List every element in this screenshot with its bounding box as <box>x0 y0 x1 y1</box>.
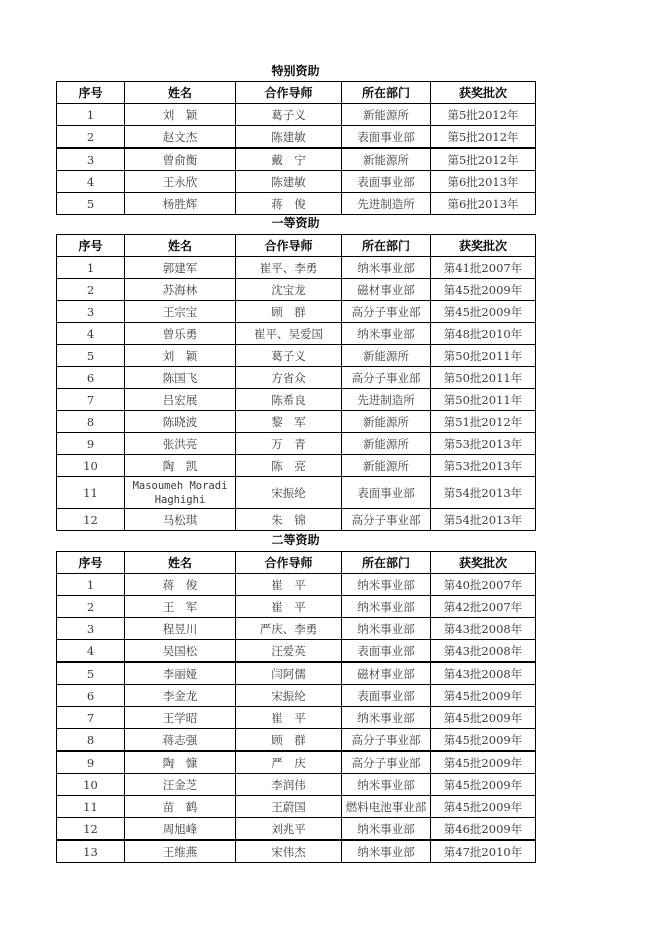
cell-advisor: 蒋 俊 <box>236 193 342 215</box>
table-row <box>57 662 536 685</box>
cell-name: 陶 凯 <box>125 455 236 477</box>
cell-index: 11 <box>57 796 125 818</box>
cell-department: 纳米事业部 <box>342 596 431 618</box>
table-row <box>57 323 536 345</box>
cell-index: 4 <box>57 171 125 193</box>
cell-batch: 第54批2013年 <box>431 509 536 531</box>
cell-department: 纳米事业部 <box>342 818 431 841</box>
cell-index: 3 <box>57 301 125 323</box>
cell-batch: 第45批2009年 <box>431 751 536 774</box>
header-advisor: 合作导师 <box>236 235 342 257</box>
cell-name: 郭建军 <box>125 257 236 279</box>
header-advisor: 合作导师 <box>236 82 342 104</box>
table-row <box>57 193 536 215</box>
cell-department: 纳米事业部 <box>342 618 431 640</box>
cell-batch: 第45批2009年 <box>431 301 536 323</box>
cell-advisor: 崔 平 <box>236 707 342 729</box>
cell-name: 王永欣 <box>125 171 236 193</box>
cell-batch: 第46批2009年 <box>431 818 536 841</box>
cell-index: 5 <box>57 662 125 685</box>
table-header-row <box>57 82 536 104</box>
header-advisor: 合作导师 <box>236 552 342 574</box>
cell-name: 周旭峰 <box>125 818 236 841</box>
cell-index: 3 <box>57 148 125 171</box>
cell-index: 1 <box>57 104 125 126</box>
cell-batch: 第43批2008年 <box>431 640 536 663</box>
header-batch: 获奖批次 <box>431 82 536 104</box>
cell-department: 新能源所 <box>342 455 431 477</box>
cell-index: 8 <box>57 411 125 433</box>
cell-advisor: 宋振纶 <box>236 477 342 509</box>
table-row <box>57 367 536 389</box>
header-name: 姓名 <box>125 235 236 257</box>
cell-department: 表面事业部 <box>342 126 431 149</box>
cell-advisor: 方省众 <box>236 367 342 389</box>
cell-index: 4 <box>57 640 125 663</box>
cell-advisor: 崔 平 <box>236 596 342 618</box>
cell-name: 马松琪 <box>125 509 236 531</box>
section-title-second-class: 二等资助 <box>271 533 320 547</box>
cell-batch: 第51批2012年 <box>431 411 536 433</box>
cell-batch: 第45批2009年 <box>431 729 536 752</box>
cell-index: 10 <box>57 455 125 477</box>
table-row <box>57 148 536 171</box>
cell-batch: 第50批2011年 <box>431 367 536 389</box>
cell-name: 杨胜辉 <box>125 193 236 215</box>
cell-batch: 第43批2008年 <box>431 662 536 685</box>
section-title-first-class: 一等资助 <box>271 216 320 230</box>
cell-name: 王维燕 <box>125 840 236 863</box>
table-header-row <box>57 235 536 257</box>
cell-name: 苗 鹤 <box>125 796 236 818</box>
table-row <box>57 618 536 640</box>
cell-name: 李丽娅 <box>125 662 236 685</box>
table-row <box>57 796 536 818</box>
cell-advisor: 顾 群 <box>236 301 342 323</box>
cell-index: 10 <box>57 774 125 796</box>
header-department: 所在部门 <box>342 235 431 257</box>
table-row <box>57 596 536 618</box>
header-department: 所在部门 <box>342 552 431 574</box>
cell-name: 吴国松 <box>125 640 236 663</box>
cell-department: 表面事业部 <box>342 640 431 663</box>
cell-department: 新能源所 <box>342 148 431 171</box>
cell-index: 5 <box>57 345 125 367</box>
cell-name: 蒋志强 <box>125 729 236 752</box>
table-row <box>57 126 536 149</box>
cell-index: 13 <box>57 840 125 863</box>
table-row <box>57 707 536 729</box>
cell-index: 12 <box>57 509 125 531</box>
cell-index: 3 <box>57 618 125 640</box>
table-row <box>57 345 536 367</box>
header-batch: 获奖批次 <box>431 552 536 574</box>
cell-advisor: 万 青 <box>236 433 342 455</box>
cell-batch: 第53批2013年 <box>431 455 536 477</box>
cell-department: 高分子事业部 <box>342 301 431 323</box>
cell-advisor: 崔平、吴爱国 <box>236 323 342 345</box>
cell-advisor: 戴 宁 <box>236 148 342 171</box>
cell-name: 汪金芝 <box>125 774 236 796</box>
table-row <box>57 171 536 193</box>
cell-advisor: 陈 亮 <box>236 455 342 477</box>
cell-department: 纳米事业部 <box>342 707 431 729</box>
cell-name: 陈晓波 <box>125 411 236 433</box>
table-row <box>57 477 536 509</box>
cell-advisor: 闫阿儒 <box>236 662 342 685</box>
cell-index: 4 <box>57 323 125 345</box>
header-index: 序号 <box>57 82 125 104</box>
cell-department: 表面事业部 <box>342 171 431 193</box>
table-row <box>57 729 536 752</box>
cell-name: 曾乐勇 <box>125 323 236 345</box>
cell-batch: 第45批2009年 <box>431 279 536 301</box>
cell-name: 刘 颖 <box>125 345 236 367</box>
cell-name: 蒋 俊 <box>125 574 236 596</box>
cell-department: 纳米事业部 <box>342 574 431 596</box>
table-row <box>57 818 536 841</box>
cell-department: 新能源所 <box>342 104 431 126</box>
table-row <box>57 257 536 279</box>
cell-advisor: 王蔚国 <box>236 796 342 818</box>
cell-name: 张洪亮 <box>125 433 236 455</box>
cell-batch: 第45批2009年 <box>431 685 536 707</box>
cell-name: 吕宏展 <box>125 389 236 411</box>
cell-name: 陈国飞 <box>125 367 236 389</box>
cell-name: 刘 颖 <box>125 104 236 126</box>
header-name: 姓名 <box>125 552 236 574</box>
table-row <box>57 279 536 301</box>
cell-index: 9 <box>57 433 125 455</box>
table-row <box>57 411 536 433</box>
cell-index: 12 <box>57 818 125 841</box>
cell-batch: 第41批2007年 <box>431 257 536 279</box>
cell-batch: 第50批2011年 <box>431 389 536 411</box>
cell-index: 1 <box>57 574 125 596</box>
cell-index: 9 <box>57 751 125 774</box>
cell-batch: 第45批2009年 <box>431 774 536 796</box>
table-special-funding <box>56 81 536 215</box>
cell-advisor: 黎 军 <box>236 411 342 433</box>
cell-name: 王学昭 <box>125 707 236 729</box>
cell-batch: 第45批2009年 <box>431 796 536 818</box>
cell-advisor: 崔 平 <box>236 574 342 596</box>
cell-name: 苏海林 <box>125 279 236 301</box>
cell-advisor: 陈建敏 <box>236 126 342 149</box>
cell-batch: 第5批2012年 <box>431 126 536 149</box>
header-index: 序号 <box>57 552 125 574</box>
cell-department: 磁材事业部 <box>342 279 431 301</box>
table-row <box>57 774 536 796</box>
table-row <box>57 574 536 596</box>
cell-department: 新能源所 <box>342 411 431 433</box>
cell-name: Masoumeh Moradi Haghighi <box>125 477 236 509</box>
table-row <box>57 640 536 663</box>
header-index: 序号 <box>57 235 125 257</box>
cell-name: 李金龙 <box>125 685 236 707</box>
table-row <box>57 433 536 455</box>
cell-index: 7 <box>57 707 125 729</box>
cell-index: 7 <box>57 389 125 411</box>
cell-department: 先进制造所 <box>342 193 431 215</box>
table-second-class-funding <box>56 551 536 863</box>
cell-index: 2 <box>57 126 125 149</box>
cell-batch: 第5批2012年 <box>431 148 536 171</box>
cell-department: 新能源所 <box>342 433 431 455</box>
cell-department: 表面事业部 <box>342 477 431 509</box>
table-row <box>57 389 536 411</box>
cell-batch: 第48批2010年 <box>431 323 536 345</box>
cell-index: 11 <box>57 477 125 509</box>
cell-index: 2 <box>57 596 125 618</box>
table-row <box>57 751 536 774</box>
cell-department: 燃料电池事业部 <box>342 796 431 818</box>
cell-index: 6 <box>57 685 125 707</box>
cell-department: 高分子事业部 <box>342 729 431 752</box>
section-title-special: 特别资助 <box>271 64 320 78</box>
cell-department: 纳米事业部 <box>342 840 431 863</box>
cell-department: 高分子事业部 <box>342 509 431 531</box>
cell-index: 2 <box>57 279 125 301</box>
cell-index: 1 <box>57 257 125 279</box>
cell-batch: 第50批2011年 <box>431 345 536 367</box>
cell-batch: 第53批2013年 <box>431 433 536 455</box>
cell-advisor: 汪爱英 <box>236 640 342 663</box>
cell-department: 纳米事业部 <box>342 257 431 279</box>
cell-advisor: 葛子义 <box>236 104 342 126</box>
cell-advisor: 严庆、李勇 <box>236 618 342 640</box>
cell-batch: 第43批2008年 <box>431 618 536 640</box>
cell-advisor: 葛子义 <box>236 345 342 367</box>
cell-name: 曾俞衡 <box>125 148 236 171</box>
table-header-row <box>57 552 536 574</box>
cell-name: 陶 慷 <box>125 751 236 774</box>
cell-department: 纳米事业部 <box>342 774 431 796</box>
table-first-class-funding <box>56 234 536 531</box>
cell-advisor: 刘兆平 <box>236 818 342 841</box>
cell-batch: 第6批2013年 <box>431 171 536 193</box>
cell-advisor: 严 庆 <box>236 751 342 774</box>
cell-department: 新能源所 <box>342 345 431 367</box>
cell-batch: 第40批2007年 <box>431 574 536 596</box>
cell-batch: 第45批2009年 <box>431 707 536 729</box>
table-row <box>57 104 536 126</box>
cell-name: 王宗宝 <box>125 301 236 323</box>
cell-advisor: 崔平、李勇 <box>236 257 342 279</box>
cell-batch: 第42批2007年 <box>431 596 536 618</box>
cell-batch: 第47批2010年 <box>431 840 536 863</box>
cell-department: 高分子事业部 <box>342 367 431 389</box>
cell-department: 表面事业部 <box>342 685 431 707</box>
cell-department: 高分子事业部 <box>342 751 431 774</box>
cell-advisor: 陈建敏 <box>236 171 342 193</box>
header-department: 所在部门 <box>342 82 431 104</box>
cell-index: 5 <box>57 193 125 215</box>
table-row <box>57 301 536 323</box>
table-row <box>57 509 536 531</box>
cell-batch: 第54批2013年 <box>431 477 536 509</box>
cell-index: 8 <box>57 729 125 752</box>
cell-department: 纳米事业部 <box>342 323 431 345</box>
header-name: 姓名 <box>125 82 236 104</box>
cell-advisor: 李润伟 <box>236 774 342 796</box>
cell-advisor: 朱 锦 <box>236 509 342 531</box>
cell-department: 磁材事业部 <box>342 662 431 685</box>
cell-batch: 第6批2013年 <box>431 193 536 215</box>
table-row <box>57 455 536 477</box>
table-row <box>57 685 536 707</box>
cell-name: 王 军 <box>125 596 236 618</box>
cell-advisor: 宋振纶 <box>236 685 342 707</box>
cell-batch: 第5批2012年 <box>431 104 536 126</box>
cell-advisor: 沈宝龙 <box>236 279 342 301</box>
cell-advisor: 宋伟杰 <box>236 840 342 863</box>
cell-advisor: 顾 群 <box>236 729 342 752</box>
cell-name: 程昱川 <box>125 618 236 640</box>
cell-department: 先进制造所 <box>342 389 431 411</box>
header-batch: 获奖批次 <box>431 235 536 257</box>
table-row <box>57 840 536 863</box>
cell-advisor: 陈希良 <box>236 389 342 411</box>
cell-name: 赵文杰 <box>125 126 236 149</box>
cell-index: 6 <box>57 367 125 389</box>
